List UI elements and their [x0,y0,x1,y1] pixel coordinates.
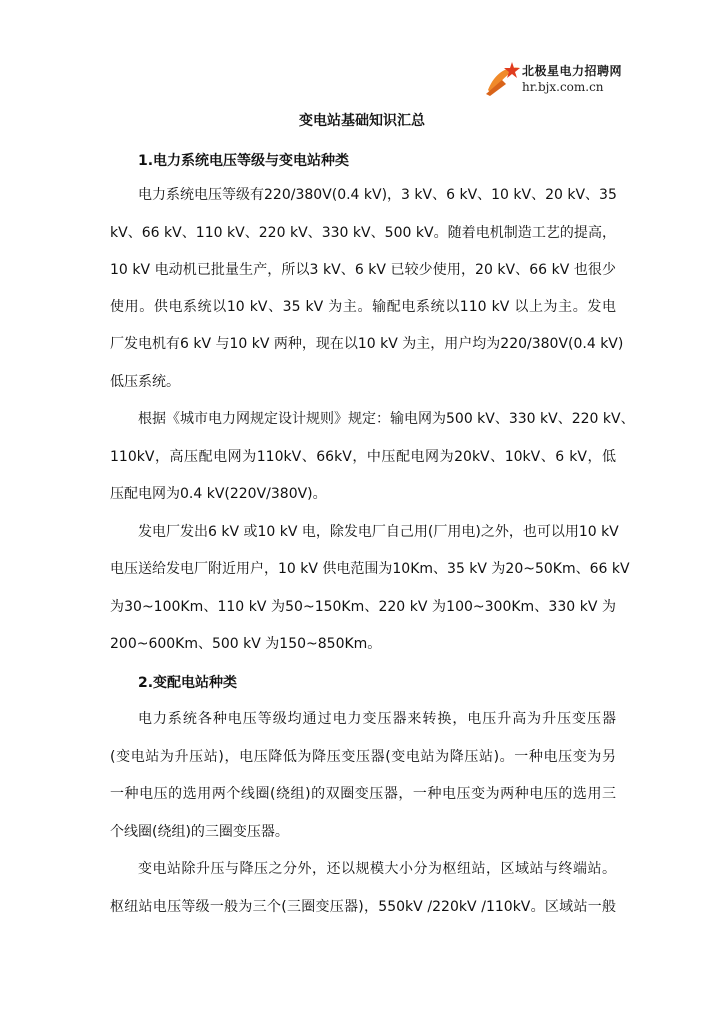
logo-url: hr.bjx.com.cn [522,80,604,94]
paragraph-line: 10 kV 电动机已批量生产，所以3 kV、6 kV 已较少使用，20 kV、66 kV 也很少 [110,262,616,278]
section-heading-2: 2.变配电站种类 [138,675,238,691]
document-title: 变电站基础知识汇总 [299,113,425,129]
paragraph-line: 电压送给发电厂附近用户，10 kV 供电范围为10Km、35 kV 为20~50Km、66 kV [110,561,630,577]
paragraph-line: 压配电网为0.4 kV(220V/380V)。 [110,486,327,502]
logo-name: 北极星电力招聘网 [522,64,623,78]
north-star-logo-icon [482,60,522,98]
paragraph-line: 个线圈(绕组)的三圈变压器。 [110,824,289,840]
paragraph-line: 根据《城市电力网规定设计规则》规定：输电网为500 kV、330 kV、220 kV、 [138,411,635,427]
site-logo[interactable] [478,56,628,102]
paragraph-line: 低压系统。 [110,374,180,390]
paragraph-line: 枢纽站电压等级一般为三个(三圈变压器)，550kV /220kV /110kV。区域站一般 [110,899,616,915]
paragraph-line: 200~600Km、500 kV 为150~850Km。 [110,636,382,652]
paragraph-line: 厂发电机有6 kV 与10 kV 两种，现在以10 kV 为主，用户均为220/380V(0.4 kV) [110,336,624,352]
section-heading-1: 1.电力系统电压等级与变电站种类 [138,153,350,169]
paragraph-line: 电力系统各种电压等级均通过电力变压器来转换，电压升高为升压变压器 [138,711,616,727]
paragraph-line: 使用。供电系统以10 kV、35 kV 为主。输配电系统以110 kV 以上为主。发电 [110,299,616,315]
paragraph-line: 发电厂发出6 kV 或10 kV 电，除发电厂自己用(厂用电)之外，也可以用10 kV [138,524,619,540]
paragraph-line: (变电站为升压站)，电压降低为降压变压器(变电站为降压站)。一种电压变为另 [110,749,616,765]
paragraph-line: 变电站除升压与降压之分外，还以规模大小分为枢纽站，区域站与终端站。 [138,861,616,877]
paragraph-line: 110kV，高压配电网为110kV、66kV，中压配电网为20kV、10kV、6 kV，低 [110,449,616,465]
paragraph-line: kV、66 kV、110 kV、220 kV、330 kV、500 kV。随着电机制造工艺的提高， [110,225,616,241]
paragraph-line: 一种电压的选用两个线圈(绕组)的双圈变压器，一种电压变为两种电压的选用三 [110,786,616,802]
paragraph-line: 电力系统电压等级有220/380V(0.4 kV)，3 kV、6 kV、10 kV、20 kV、35 [138,187,617,203]
paragraph-line: 为30~100Km、110 kV 为50~150Km、220 kV 为100~300Km、330 kV 为 [110,599,616,615]
